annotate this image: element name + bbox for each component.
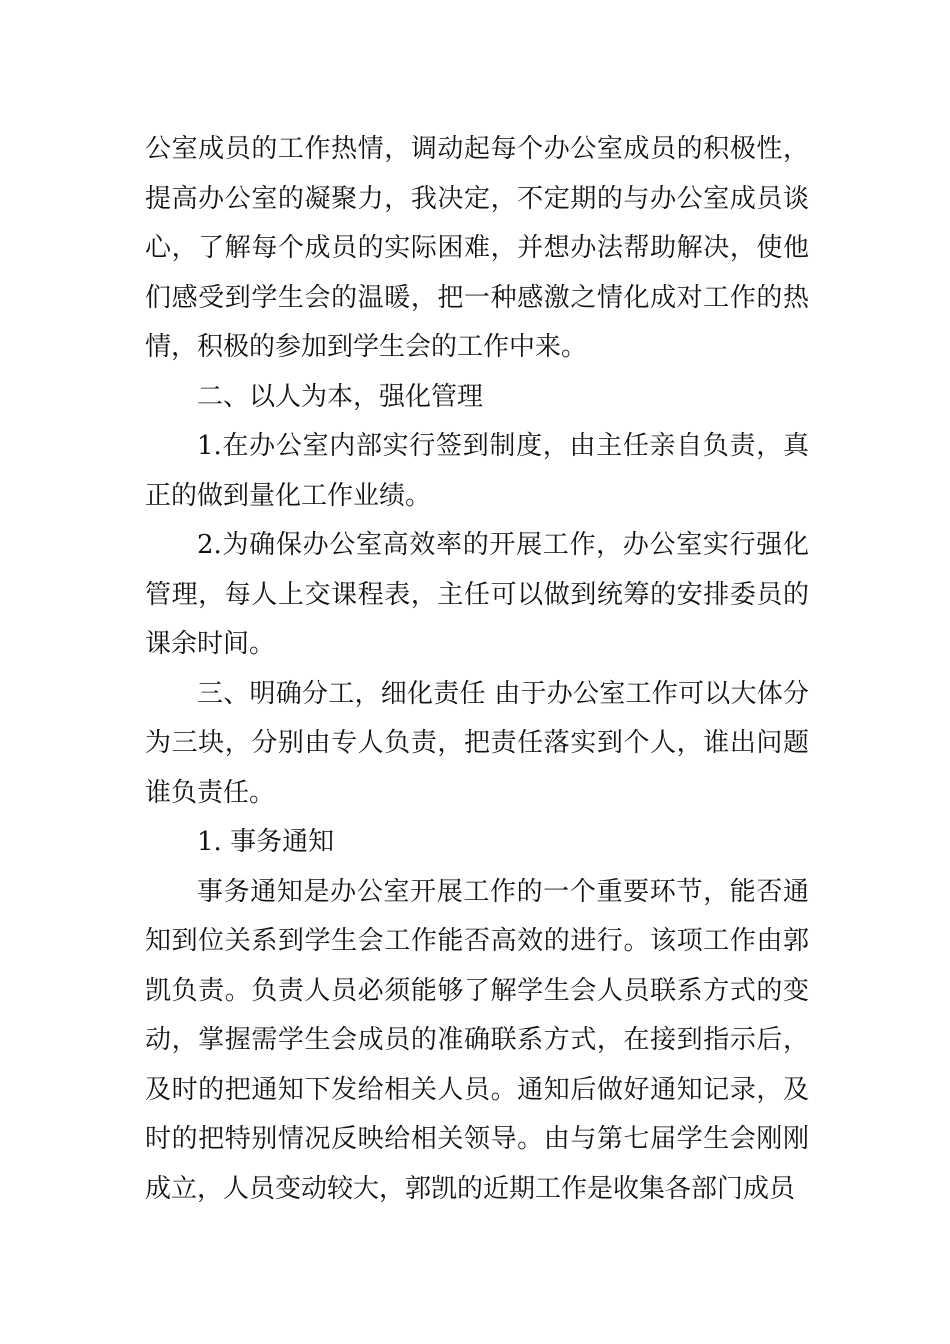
paragraph-continuation: 公室成员的工作热情，调动起每个办公室成员的积极性，提高办公室的凝聚力，我决定，不定期的与办公室成员谈心，了解每个成员的实际困难，并想办法帮助解决，使他们感受到学生会的温暖，把一种感激之情化成对工作的热情，积极的参加到学生会的工作中来。 [145, 134, 809, 362]
paragraph-item-1: 1.在办公室内部实行签到制度，由主任亲自负责，真正的做到量化工作业绩。 [145, 431, 809, 511]
section-heading-2: 二、以人为本，强化管理 [197, 381, 484, 412]
document-body [145, 125, 809, 1214]
section-heading-3: 三、明确分工，细化责任 由于办公室工作可以大体分为三块，分别由专人负责，把责任落实到个人，谁出问题谁负责任。 [145, 678, 809, 808]
paragraph-notice-body: 事务通知是办公室开展工作的一个重要环节，能否通知到位关系到学生会工作能否高效的进行。该项工作由郭凯负责。负责人员必须能够了解学生会人员联系方式的变动，掌握需学生会成员的准确联系方式，在接到指示后，及时的把通知下发给相关人员。通知后做好通知记录，及时的把特别情况反映给相关领导。由与第七届学生会刚刚成立，人员变动较大，郭凯的近期工作是收集各部门成员 [145, 876, 809, 1204]
subsection-heading-notice: 1. 事务通知 [197, 827, 335, 857]
paragraph-item-2: 2.为确保办公室高效率的开展工作，办公室实行强化管理，每人上交课程表，主任可以做到统筹的安排委员的课余时间。 [145, 530, 809, 659]
